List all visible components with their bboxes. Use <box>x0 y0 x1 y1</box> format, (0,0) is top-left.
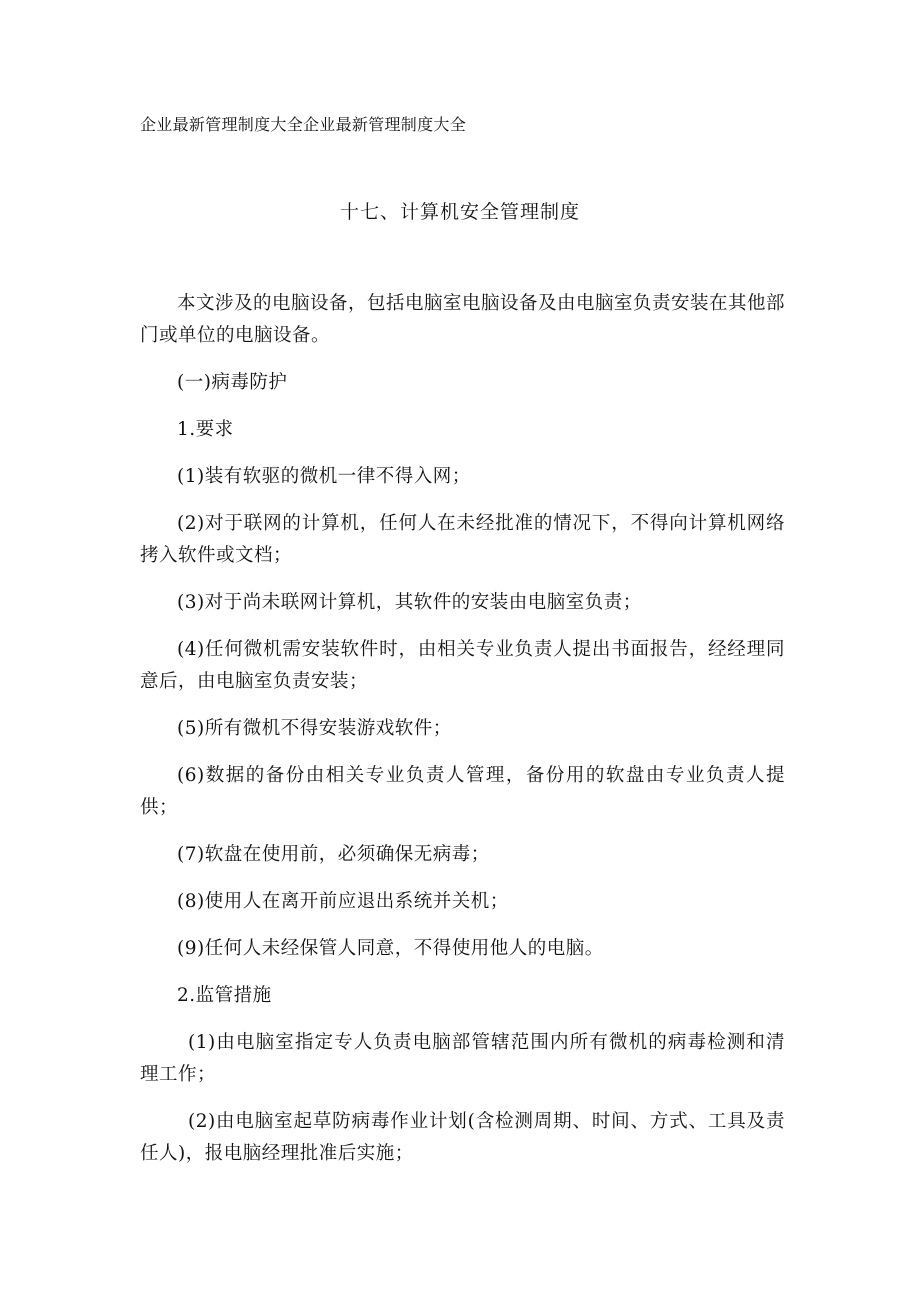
measure-item-1: (1)由电脑室指定专人负责电脑部管辖范围内所有微机的病毒检测和清理工作； <box>140 1032 785 1085</box>
intro-paragraph: 本文涉及的电脑设备，包括电脑室电脑设备及由电脑室负责安装在其他部门或单位的电脑设备。 <box>140 293 786 346</box>
requirement-item-2: (2)对于联网的计算机，任何人在未经批准的情况下，不得向计算机网络拷入软件或文档； <box>140 513 785 566</box>
requirement-item-3: (3)对于尚未联网计算机，其软件的安装由电脑室负责； <box>177 592 642 613</box>
running-header: 企业最新管理制度大全企业最新管理制度大全 <box>140 115 467 134</box>
requirement-item-7: (7)软盘在使用前，必须确保无病毒； <box>177 844 490 865</box>
requirement-item-1: (1)装有软驱的微机一律不得入网； <box>177 466 471 487</box>
requirement-item-9: (9)任何人未经保管人同意，不得使用他人的电脑。 <box>177 938 604 959</box>
section-heading-virus-protection: (一)病毒防护 <box>177 372 288 393</box>
document-title: 十七、计算机安全管理制度 <box>339 201 580 223</box>
subheading-requirements: 1.要求 <box>177 419 234 440</box>
measure-item-2: (2)由电脑室起草防病毒作业计划(含检测周期、时间、方式、工具及责任人)，报电脑经理批准后实施； <box>140 1111 785 1164</box>
subheading-supervision-measures: 2.监管措施 <box>177 985 272 1006</box>
requirement-item-6: (6)数据的备份由相关专业负责人管理，备份用的软盘由专业负责人提供； <box>140 765 785 818</box>
requirement-item-5: (5)所有微机不得安装游戏软件； <box>177 718 452 739</box>
document-body <box>140 288 785 1185</box>
requirement-item-4: (4)任何微机需安装软件时，由相关专业负责人提出书面报告，经经理同意后，由电脑室负责安装； <box>140 639 785 692</box>
requirement-item-8: (8)使用人在离开前应退出系统并关机； <box>177 891 509 912</box>
